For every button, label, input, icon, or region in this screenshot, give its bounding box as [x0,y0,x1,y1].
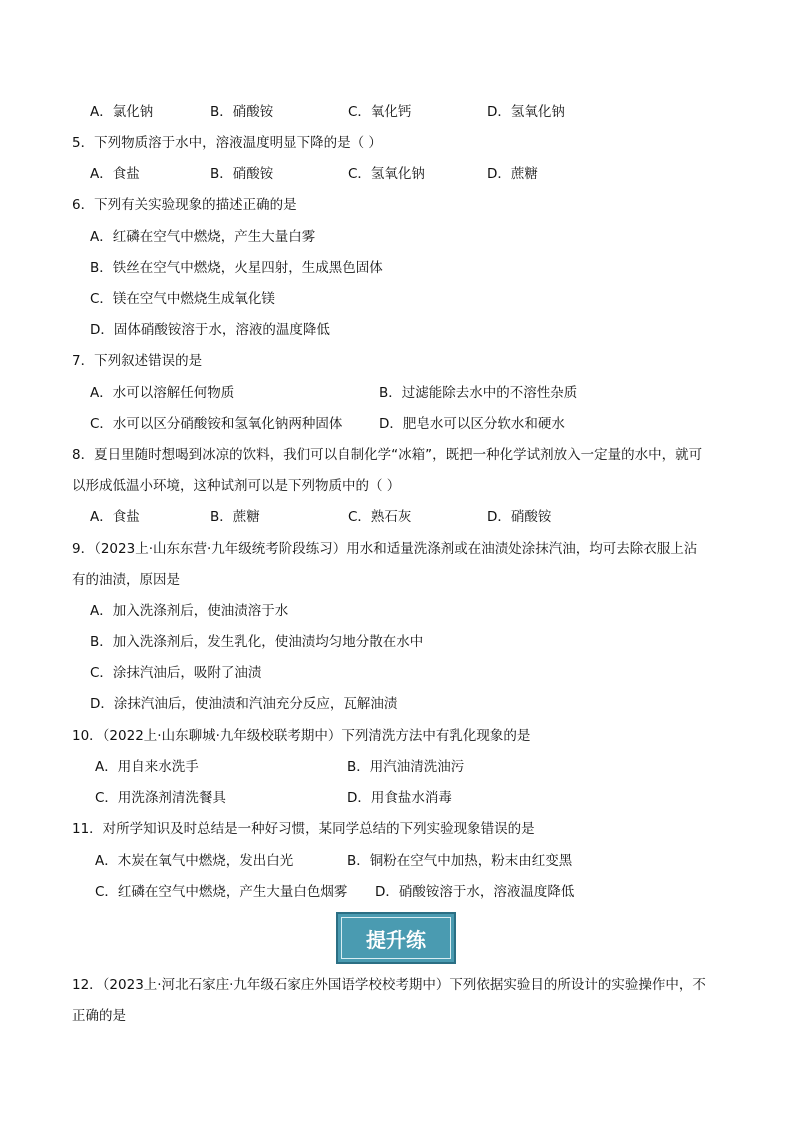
q10-option-c: C．用洗涤剂清洗餐具 [95,790,226,806]
q9-option-c: C．涂抹汽油后，吸附了油渍 [90,665,262,681]
q8-stem-line-1: 8．夏日里随时想喝到冰凉的饮料，我们可以自制化学“冰箱”，既把一种化学试剂放入一定量的水中，就可 [72,447,703,463]
q6-option-d: D．固体硝酸铵溶于水，溶液的温度降低 [90,322,330,338]
q9-option-a: A．加入洗涤剂后，使油渍溶于水 [90,603,289,619]
q6-option-a: A．红磷在空气中燃烧，产生大量白雾 [90,229,316,245]
q9-stem-line-2: 有的油渍，原因是 [72,572,180,588]
q5-option-b: B．硝酸铵 [210,166,274,182]
q10-option-a: A．用自来水洗手 [95,759,199,775]
q4-option-a: A．氯化钠 [90,104,154,120]
q10-option-d: D．用食盐水消毒 [347,790,452,806]
q4-option-c: C．氧化钙 [348,104,412,120]
q5-option-c: C．氢氧化钠 [348,166,425,182]
q9-option-b: B．加入洗涤剂后，发生乳化，使油渍均匀地分散在水中 [90,634,424,650]
q7-option-c: C．水可以区分硝酸铵和氢氧化钠两种固体 [90,416,343,432]
q8-option-c: C．熟石灰 [348,509,412,525]
q11-option-a: A．木炭在氧气中燃烧，发出白光 [95,853,294,869]
q11-stem: 11．对所学知识及时总结是一种好习惯，某同学总结的下列实验现象错误的是 [72,821,535,837]
q10-option-b: B．用汽油清洗油污 [347,759,465,775]
q4-option-b: B．硝酸铵 [210,104,274,120]
q6-stem: 6．下列有关实验现象的描述正确的是 [72,197,297,213]
q7-option-a: A．水可以溶解任何物质 [90,385,235,401]
section-banner-label: 提升练 [341,917,451,959]
q5-option-d: D．蔗糖 [487,166,538,182]
q12-stem-line-2: 正确的是 [72,1008,126,1024]
q5-option-a: A．食盐 [90,166,140,182]
q11-option-c: C．红磷在空气中燃烧，产生大量白色烟雾 [95,884,348,900]
q8-option-b: B．蔗糖 [210,509,260,525]
q11-option-b: B．铜粉在空气中加热，粉末由红变黑 [347,853,573,869]
q8-stem-line-2: 以形成低温小环境，这种试剂可以是下列物质中的（ ） [72,478,401,494]
q12-stem-line-1: 12．（2023上·河北石家庄·九年级石家庄外国语学校校考期中）下列依据实验目的所设计的实验操作中，不 [72,977,706,993]
q5-stem: 5．下列物质溶于水中，溶液温度明显下降的是（ ） [72,135,382,151]
q7-option-b: B．过滤能除去水中的不溶性杂质 [379,385,578,401]
q8-option-d: D．硝酸铵 [487,509,552,525]
q8-option-a: A．食盐 [90,509,140,525]
section-banner [336,912,456,964]
q9-option-d: D．涂抹汽油后，使油渍和汽油充分反应，瓦解油渍 [90,696,398,712]
q10-stem: 10．（2022上·山东聊城·九年级校联考期中）下列清洗方法中有乳化现象的是 [72,728,531,744]
q7-option-d: D．肥皂水可以区分软水和硬水 [379,416,565,432]
q9-stem-line-1: 9．（2023上·山东东营·九年级统考阶段练习）用水和适量洗涤剂或在油渍处涂抹汽油，均可去除衣服上沾 [72,541,698,557]
q4-option-d: D．氢氧化钠 [487,104,565,120]
q6-option-b: B．铁丝在空气中燃烧，火星四射，生成黑色固体 [90,260,383,276]
q7-stem: 7．下列叙述错误的是 [72,353,203,369]
q11-option-d: D．硝酸铵溶于水，溶液温度降低 [375,884,575,900]
q6-option-c: C．镁在空气中燃烧生成氧化镁 [90,291,275,307]
